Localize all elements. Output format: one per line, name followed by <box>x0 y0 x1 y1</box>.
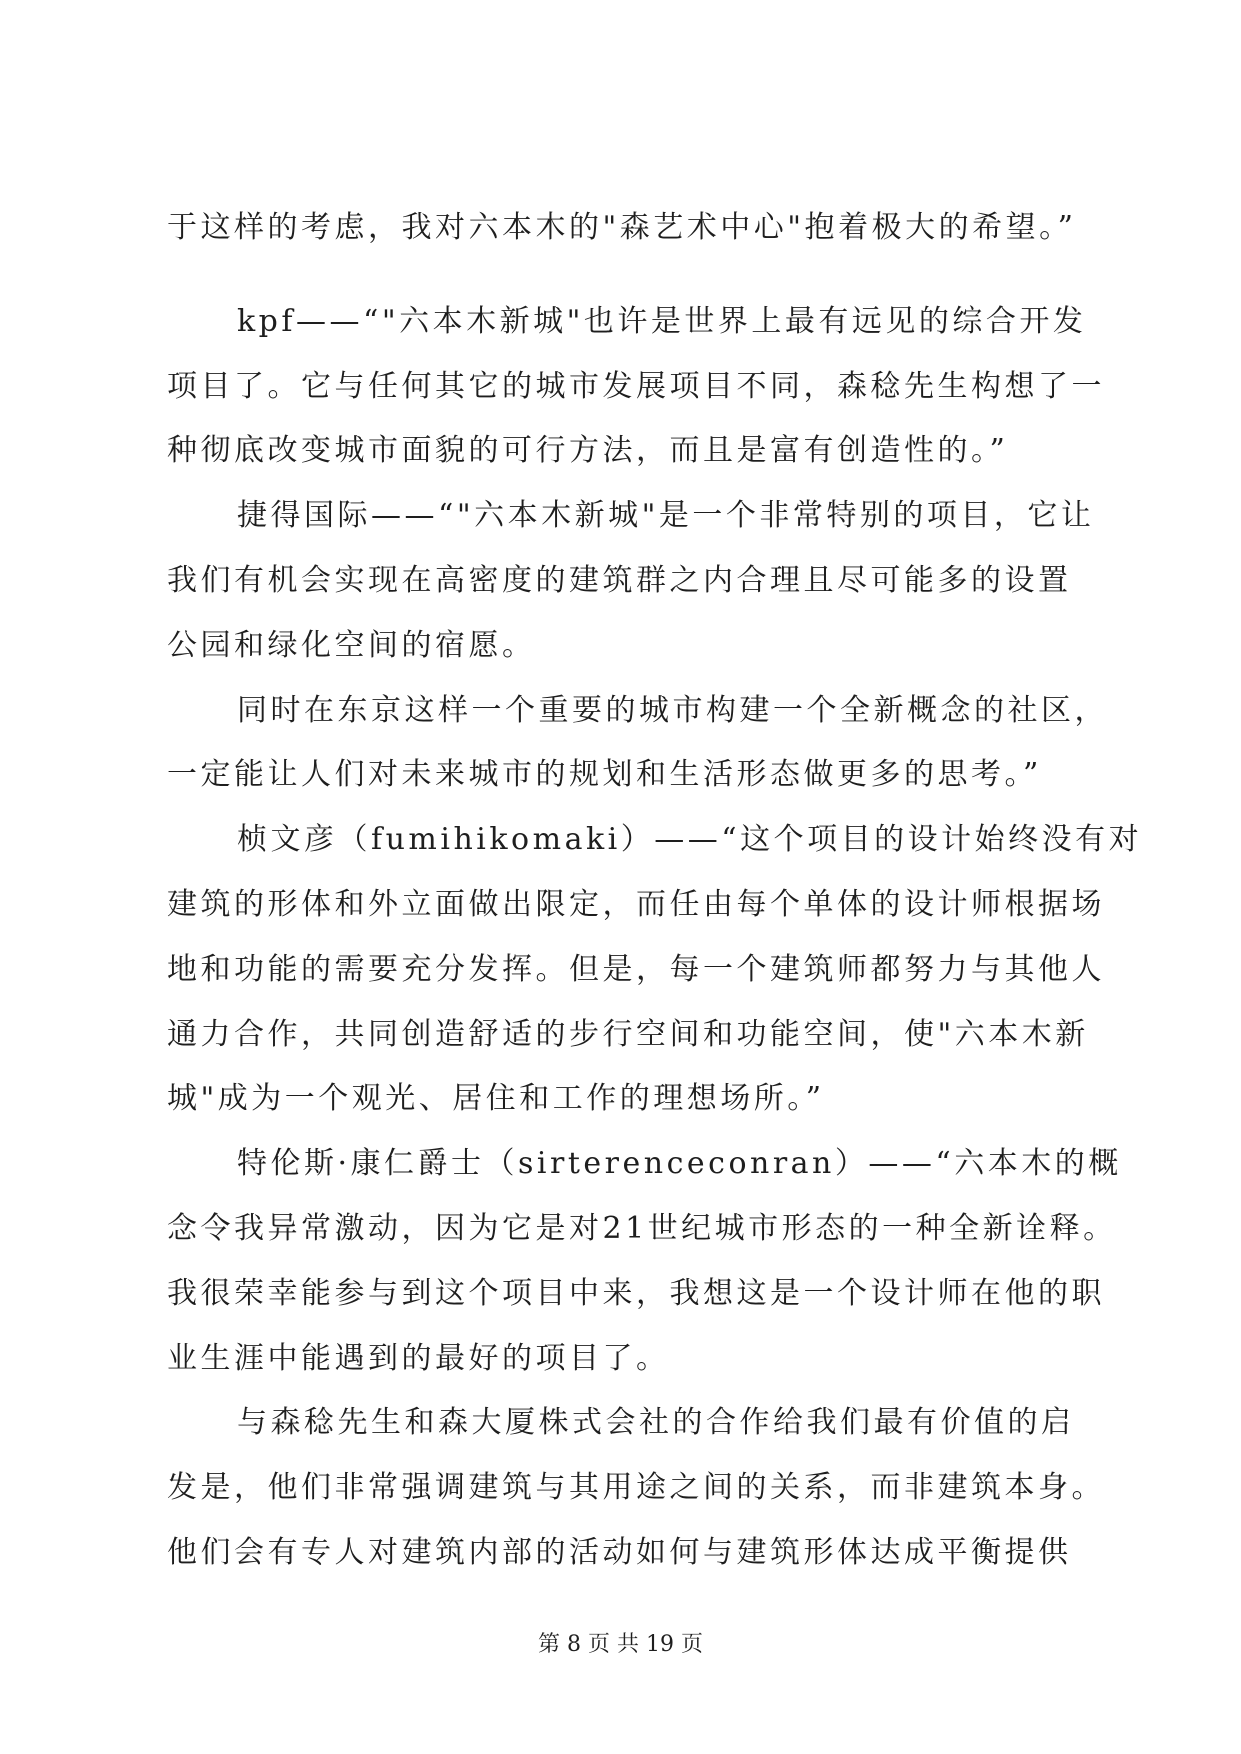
text-line: 念令我异常激动，因为它是对21世纪城市形态的一种全新诠释。 <box>167 1210 1117 1246</box>
text-line: 于这样的考虑，我对六本木的"森艺术中心"抱着极大的希望。” <box>167 210 1077 245</box>
body-text <box>167 196 1143 1586</box>
page-number-footer: 第 8 页 共 19 页 <box>538 1632 703 1657</box>
text-line: 一定能让人们对未来城市的规划和生活形态做更多的思考。” <box>167 757 1042 793</box>
text-line: 业生涯中能遇到的最好的项目了。 <box>167 1340 670 1376</box>
text-line: 我很荣幸能参与到这个项目中来，我想这是一个设计师在他的职 <box>167 1275 1105 1311</box>
text-line: 地和功能的需要充分发挥。但是，每一个建筑师都努力与其他人 <box>167 951 1105 987</box>
paragraph-continuation <box>167 196 1127 261</box>
text-line: 城"成为一个观光、居住和工作的理想场所。” <box>167 1081 825 1117</box>
paragraph <box>167 1132 1127 1391</box>
text-line: 通力合作，共同创造舒适的步行空间和功能空间，使"六本木新 <box>167 1016 1089 1052</box>
text-line: 项目了。它与任何其它的城市发展项目不同，森稔先生构想了一 <box>167 368 1105 404</box>
text-line: 他们会有专人对建筑内部的活动如何与建筑形体达成平衡提供 <box>167 1534 1072 1570</box>
paragraph <box>167 290 1127 484</box>
text-line: 我们有机会实现在高密度的建筑群之内合理且尽可能多的设置 <box>167 562 1072 598</box>
text-line: 种彻底改变城市面貌的可行方法，而且是富有创造性的。” <box>167 433 1009 469</box>
paragraph <box>167 484 1127 678</box>
text-line: 桢文彦（fumihikomaki）——“这个项目的设计始终没有对 <box>237 822 1143 858</box>
text-line: 公园和绿化空间的宿愿。 <box>167 627 536 663</box>
text-line: 与森稔先生和森大厦株式会社的合作给我们最有价值的启 <box>237 1405 1075 1441</box>
text-line: 同时在东京这样一个重要的城市构建一个全新概念的社区， <box>237 692 1108 728</box>
paragraph <box>167 679 1127 809</box>
text-line: 建筑的形体和外立面做出限定，而任由每个单体的设计师根据场 <box>167 886 1105 922</box>
paragraph <box>167 808 1143 1132</box>
text-line: 特伦斯·康仁爵士（sirterenceconran）——“六本木的概 <box>237 1146 1122 1182</box>
text-line: 发是，他们非常强调建筑与其用途之间的关系，而非建筑本身。 <box>167 1470 1105 1506</box>
paragraph <box>167 1391 1127 1585</box>
text-line: 捷得国际——“"六本木新城"是一个非常特别的项目，它让 <box>237 498 1095 534</box>
text-line: kpf——“"六本木新城"也许是世界上最有远见的综合开发 <box>237 303 1087 339</box>
